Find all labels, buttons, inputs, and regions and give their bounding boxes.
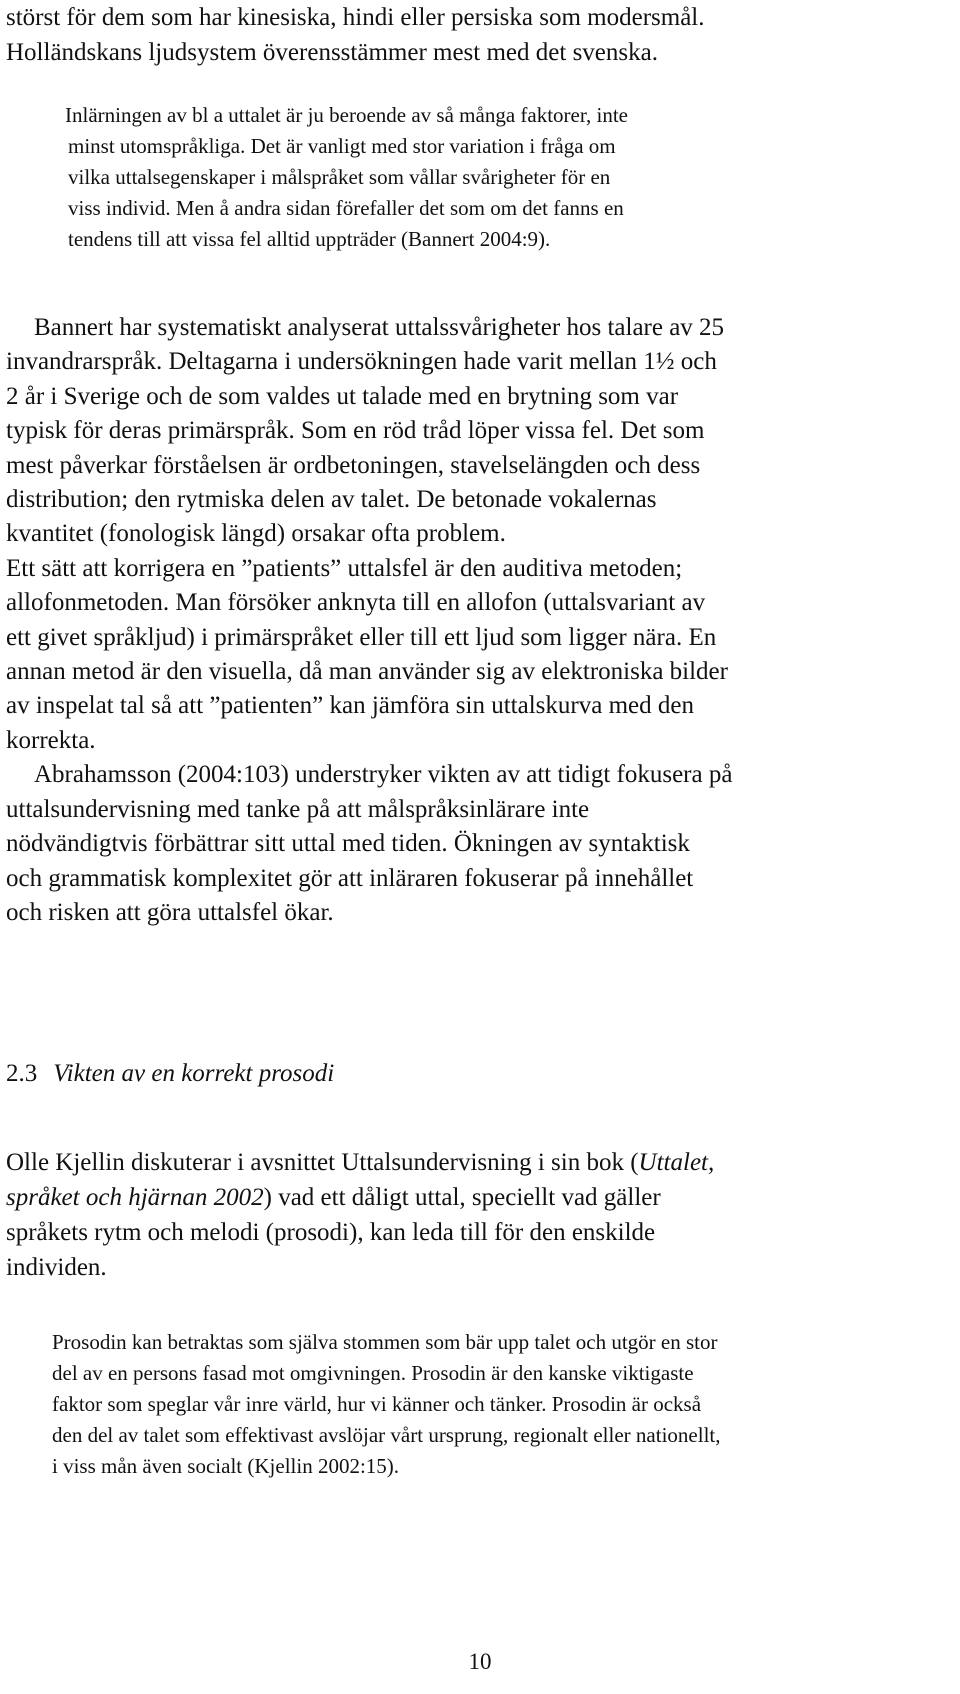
text-line: språkets rytm och melodi (prosodi), kan leda till för den enskilde	[6, 1219, 656, 1246]
quote-line: Prosodin kan betraktas som själva stommen som bär upp talet och utgör en stor	[52, 1330, 718, 1354]
text-line: mest påverkar förståelsen är ordbetoningen, stavelselängden och dess	[6, 451, 701, 479]
text-line: invandrarspråk. Deltagarna i undersökningen hade varit mellan 1½ och	[6, 348, 717, 376]
text-line	[6, 1145, 714, 1180]
text-line: kvantitet (fonologisk längd) orsakar ofta problem.	[6, 520, 506, 548]
text-line: Abrahamsson (2004:103) understryker vikten av att tidigt fokusera på	[34, 761, 733, 789]
text-line: och risken att göra uttalsfel ökar.	[6, 898, 334, 926]
quote-line: tendens till att vissa fel alltid uppträder (Bannert 2004:9).	[68, 227, 551, 251]
quote-line: Inlärningen av bl a uttalet är ju beroende av så många faktorer, inte	[65, 103, 629, 127]
text-run: ) vad ett dåligt uttal, speciellt vad gäller	[263, 1184, 661, 1211]
text-line: och grammatisk komplexitet gör att inläraren fokuserar på innehållet	[6, 864, 694, 892]
quote-line: den del av talet som effektivast avslöjar vårt ursprung, regionalt eller nationellt,	[52, 1423, 721, 1447]
body-paragraphs	[6, 311, 732, 930]
block-quote-kjellin	[52, 1327, 720, 1482]
quote-line: viss individ. Men å andra sidan förefaller det som om det fanns en	[68, 196, 624, 220]
book-title: Uttalet,	[638, 1149, 715, 1176]
text-line: Bannert har systematiskt analyserat uttalssvårigheter hos talare av 25	[34, 314, 725, 341]
page-number: 10	[468, 1649, 492, 1674]
section-title: Vikten av en korrekt prosodi	[53, 1060, 335, 1087]
text-line: individen.	[6, 1254, 107, 1281]
text-line: Holländskans ljudsystem överensstämmer mest med det svenska.	[6, 39, 658, 66]
top-paragraph	[6, 0, 705, 70]
text-line: störst för dem som har kinesiska, hindi eller persiska som modersmål.	[6, 4, 705, 31]
quote-line: vilka uttalsegenskaper i målspråket som vållar svårigheter för en	[68, 165, 611, 189]
text-line: nödvändigtvis förbättrar sitt uttal med tiden. Ökningen av syntaktisk	[6, 830, 690, 858]
text-line: av inspelat tal så att ”patienten” kan jämföra sin uttalskurva med den	[6, 692, 694, 720]
text-line: korrekta.	[6, 726, 96, 754]
block-quote-bannert	[65, 100, 629, 255]
quote-line: minst utomspråkliga. Det är vanligt med stor variation i fråga om	[68, 134, 616, 158]
quote-line: faktor som speglar vår inre värld, hur vi känner och tänker. Prosodin är också	[52, 1392, 702, 1416]
text-line: ett givet språkljud) i primärspråket eller till ett ljud som ligger nära. En	[6, 623, 717, 651]
text-line: annan metod är den visuella, då man använder sig av elektroniska bilder	[6, 658, 728, 686]
text-line: 2 år i Sverige och de som valdes ut talade med en brytning som var	[6, 382, 679, 410]
text-line: distribution; den rytmiska delen av talet. De betonade vokalernas	[6, 486, 657, 514]
quote-line: del av en persons fasad mot omgivningen. Prosodin är den kanske viktigaste	[52, 1361, 694, 1385]
text-line: Ett sätt att korrigera en ”patients” uttalsfel är den auditiva metoden;	[6, 554, 683, 582]
text-run: Olle Kjellin diskuterar i avsnittet Uttalsundervisning i sin bok (	[6, 1149, 639, 1176]
book-title: språket och hjärnan 2002	[6, 1184, 264, 1211]
kjellin-paragraph	[6, 1145, 714, 1285]
section-heading	[6, 1057, 334, 1091]
section-number: 2.3	[6, 1060, 38, 1087]
text-line: uttalsundervisning med tanke på att målspråksinlärare inte	[6, 795, 590, 823]
text-line: typisk för deras primärspråk. Som en röd tråd löper vissa fel. Det som	[6, 417, 705, 445]
quote-line: i viss mån även socialt (Kjellin 2002:15).	[52, 1454, 400, 1478]
text-line	[6, 1180, 714, 1215]
text-line: allofonmetoden. Man försöker anknyta till en allofon (uttalsvariant av	[6, 589, 706, 617]
